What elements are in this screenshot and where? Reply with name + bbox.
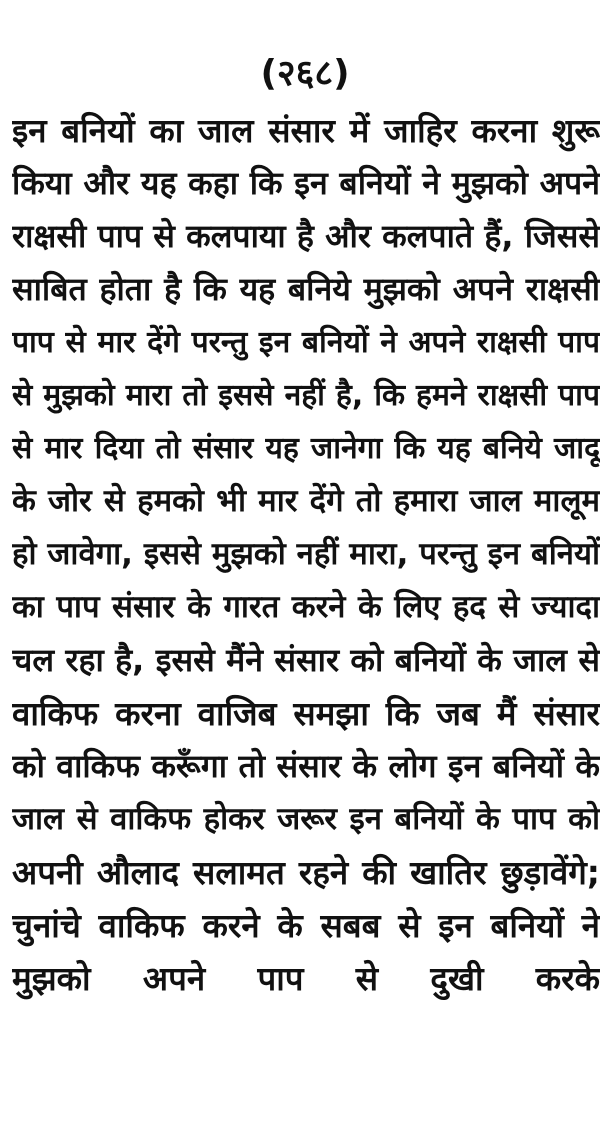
text-line-3: राक्षसी पाप से कलपाया है और कलपाते हैं, जिससे <box>12 217 600 255</box>
text-line-11: चल रहा है, इससे मैंने संसार को बनियों के जाल से <box>12 641 600 679</box>
text-line-17: मुझको अपने पाप से दुखी करके <box>12 959 600 998</box>
page-number: (२६८) <box>260 53 350 94</box>
text-line-2: किया और यह कहा कि इन बनियों ने मुझको अपने <box>12 164 600 202</box>
text-line-15: अपनी औलाद सलामत रहने की खातिर छुड़ावेंगे; <box>12 853 600 892</box>
text-line-10: का पाप संसार के गारत करने के लिए हद से ज्यादा <box>12 589 600 625</box>
text-line-9: हो जावेगा, इससे मुझको नहीं मारा, परन्तु इन बनियों <box>12 536 600 572</box>
text-line-4: साबित होता है कि यह बनिये मुझको अपने राक्षसी <box>12 270 600 308</box>
text-line-1: इन बनियों का जाल संसार में जाहिर करना शुरू <box>12 111 600 150</box>
text-line-14: जाल से वाकिफ होकर जरूर इन बनियों के पाप को <box>12 801 600 837</box>
text-line-16: चुनांचे वाकिफ करने के सबब से इन बनियों ने <box>12 906 600 945</box>
text-line-8: के जोर से हमको भी मार देंगे तो हमारा जाल मालूम <box>12 483 600 519</box>
text-line-13: को वाकिफ करूँगा तो संसार के लोग इन बनियों के <box>12 747 600 785</box>
text-line-6: से मुझको मारा तो इससे नहीं है, कि हमने राक्षसी पाप <box>12 378 600 413</box>
text-line-5: पाप से मार देंगे परन्तु इन बनियों ने अपने राक्षसी पाप <box>12 325 600 360</box>
text-line-12: वाकिफ करना वाजिब समझा कि जब मैं संसार <box>12 694 600 733</box>
body-text <box>12 104 600 1005</box>
text-line-7: से मार दिया तो संसार यह जानेगा कि यह बनिये जादू <box>12 431 600 466</box>
